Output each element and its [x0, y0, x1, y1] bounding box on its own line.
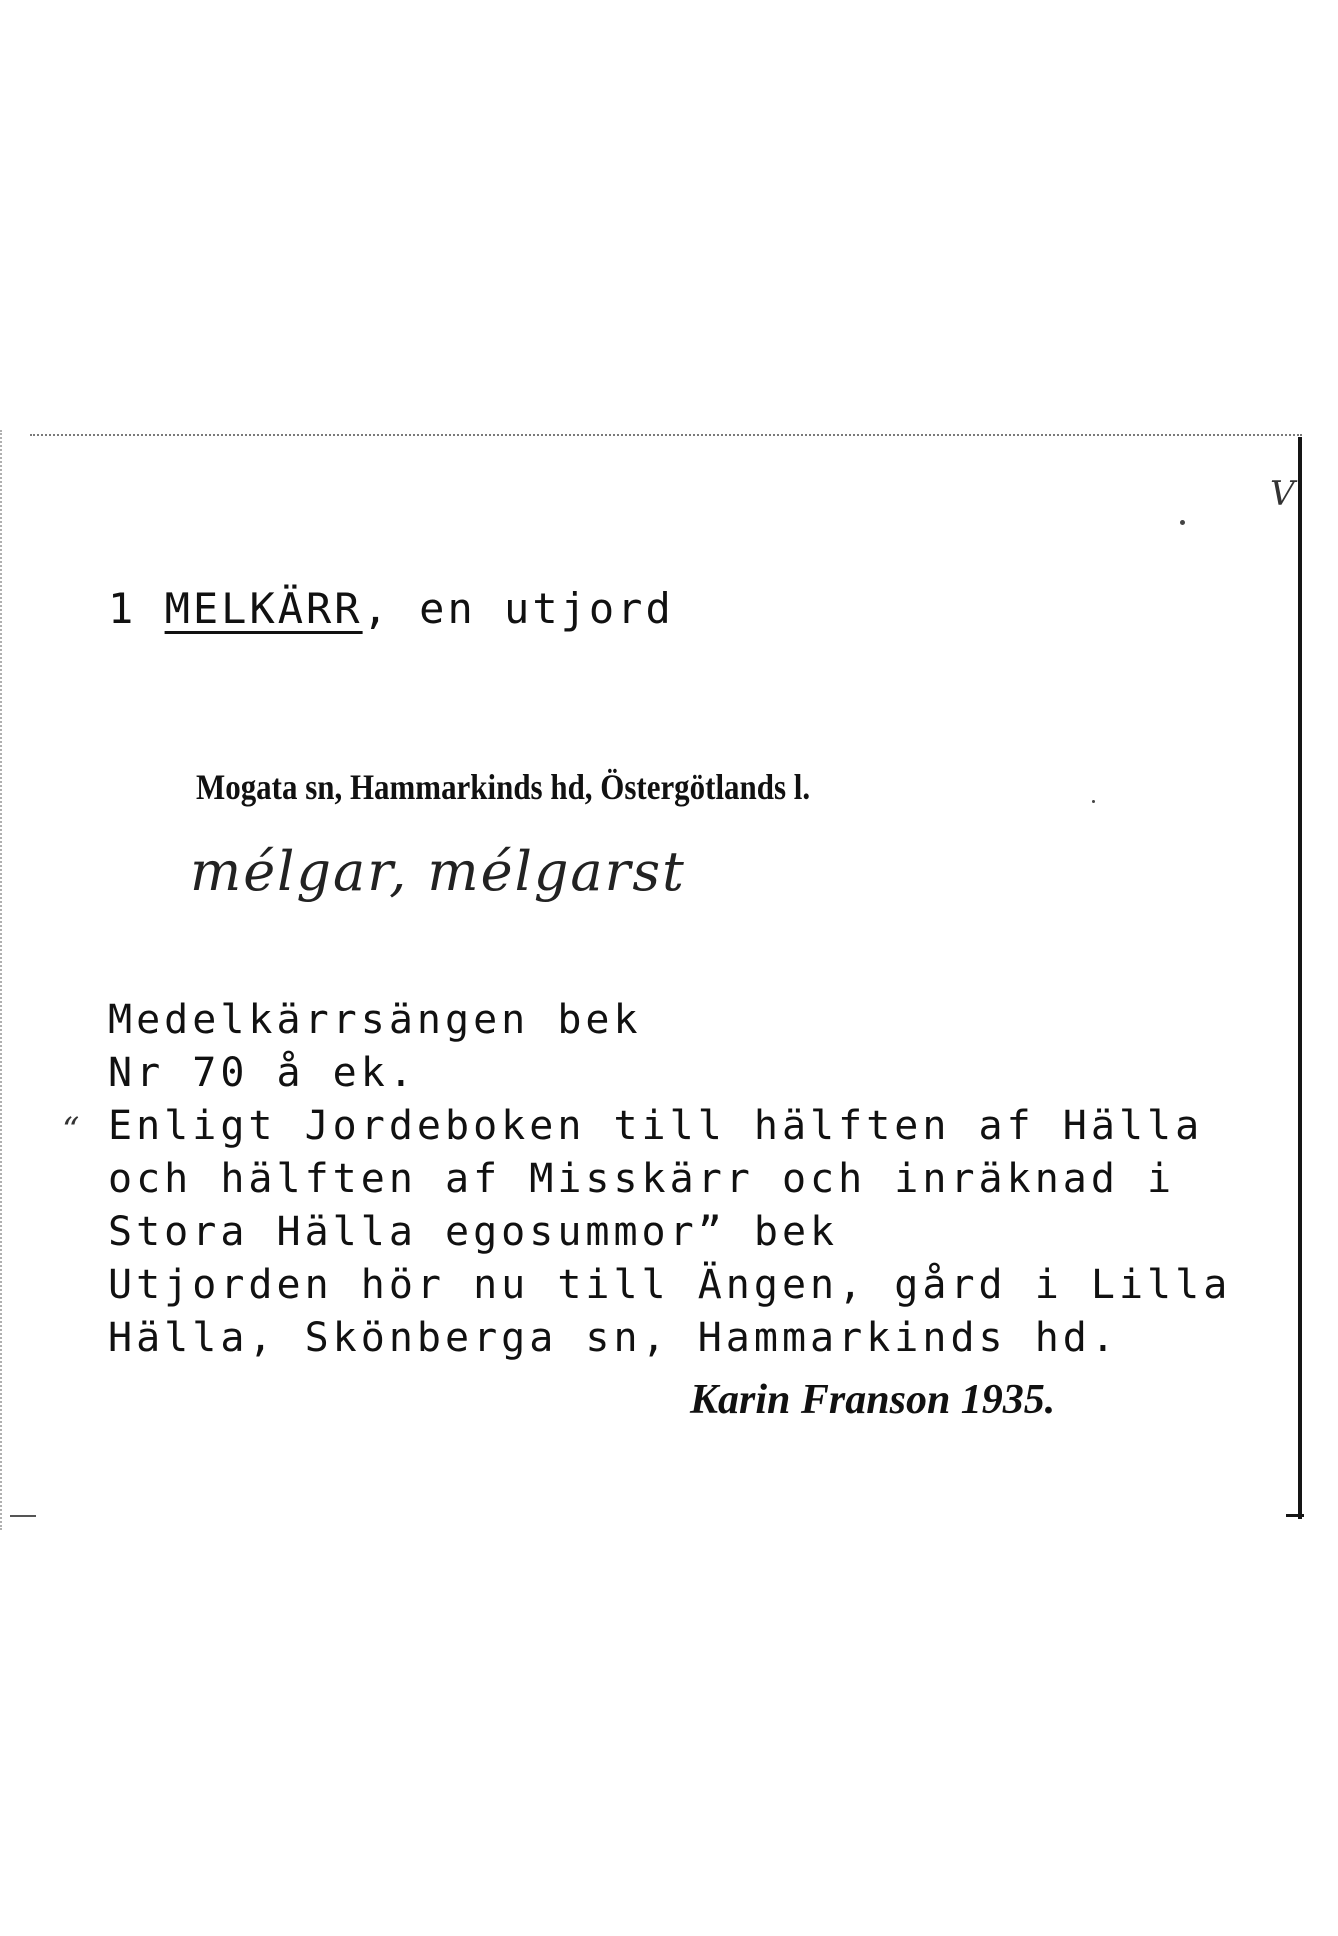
body-line: Nr 70 å ek. — [108, 1050, 417, 1096]
quote-mark: “ — [62, 1110, 80, 1150]
ink-speck — [1092, 800, 1095, 803]
place-name: MELKÄRR — [164, 584, 363, 633]
card-right-border — [1298, 437, 1302, 1519]
heading-number: 1 — [108, 584, 137, 633]
heading-rest: , en utjord — [362, 584, 674, 633]
ink-speck — [1180, 520, 1185, 525]
body-line: Utjorden hör nu till Ängen, gård i Lilla — [108, 1262, 1232, 1308]
body-line: Hälla, Skönberga sn, Hammarkinds hd. — [108, 1315, 1119, 1361]
card-heading — [108, 584, 674, 633]
body-line: Medelkärrsängen bek — [108, 997, 642, 1043]
left-margin-dash — [10, 1515, 36, 1517]
handwritten-forms: mélgar, mélgarst — [190, 840, 686, 903]
body-line: Stora Hälla egosummor” bek — [108, 1209, 839, 1255]
card-body — [108, 994, 1231, 1365]
card-top-border — [30, 434, 1302, 436]
parish-line: Mogata sn, Hammarkinds hd, Östergötlands l. — [196, 767, 811, 807]
body-line: Enligt Jordeboken till hälften af Hälla — [108, 1103, 1204, 1149]
left-margin-dots — [0, 430, 10, 1530]
card-corner-tick — [1286, 1514, 1304, 1517]
signature: Karin Franson 1935. — [690, 1377, 1056, 1423]
check-mark: V — [1270, 474, 1295, 514]
body-line: och hälften af Misskärr och inräknad i — [108, 1156, 1176, 1202]
